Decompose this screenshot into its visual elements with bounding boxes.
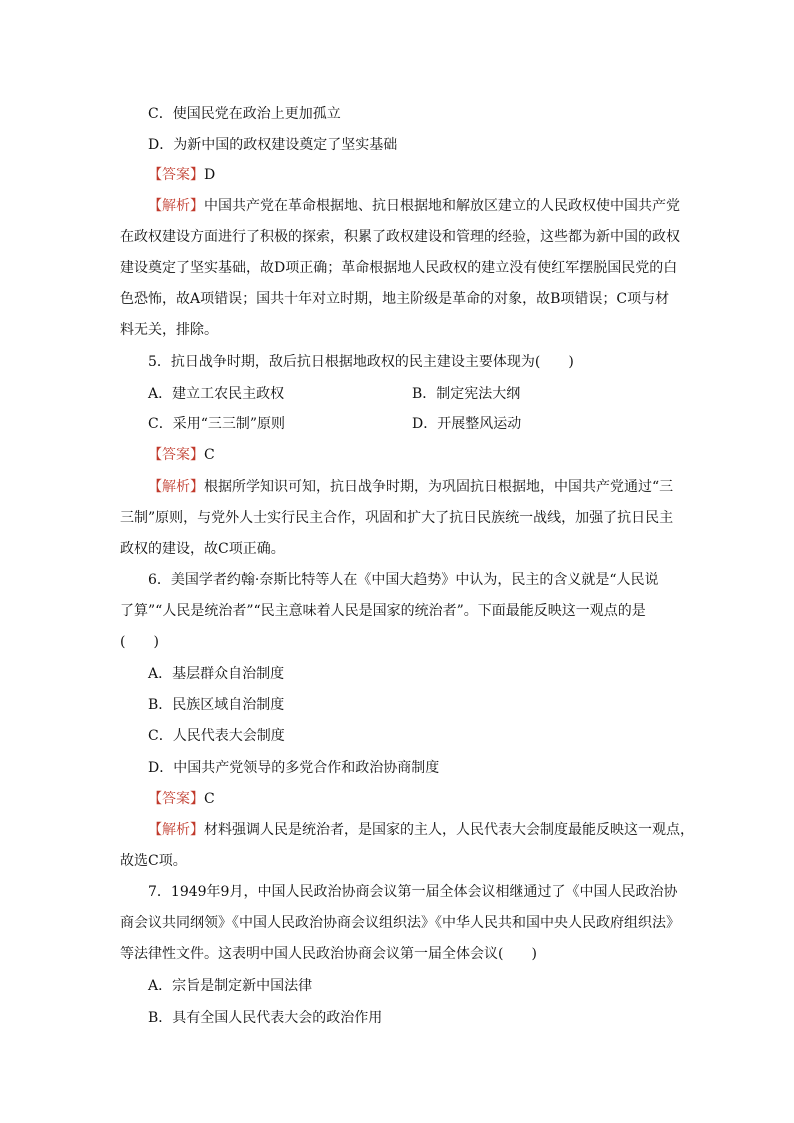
q6-option-c: C．人民代表大会制度 (148, 728, 285, 744)
q5-stem: 5．抗日战争时期，敌后抗日根据地政权的民主建设主要体现为( ) (148, 354, 574, 370)
q4-analysis-line5: 料无关，排除。 (120, 322, 218, 338)
answer-value: D (204, 167, 216, 183)
q5-analysis-line2: 三制”原则，与党外人士实行民主合作，巩固和扩大了抗日民族统一战线，加强了抗日民主 (120, 510, 674, 526)
q5-answer (148, 445, 215, 465)
q5-option-d: D．开展整风运动 (412, 416, 522, 432)
q5-option-c: C．采用“三三制”原则 (148, 416, 286, 432)
q6-option-a: A．基层群众自治制度 (148, 666, 285, 682)
q5-option-b: B．制定宪法大纲 (412, 386, 521, 402)
q6-stem-line2: 了算”“人民是统治者”“民主意味着人民是国家的统治者”。下面最能反映这一观点的是 (120, 603, 646, 619)
q5-analysis-line1: 【解析】根据所学知识可知，抗日战争时期，为巩固抗日根据地，中国共产党通过“三 (148, 479, 674, 495)
answer-tag: 【答案】 (148, 447, 204, 463)
q5-analysis-line3: 政权的建设，故C项正确。 (120, 541, 285, 557)
answer-value: C (204, 447, 215, 463)
q7-stem-line2: 商会议共同纲领》《中国人民政治协商会议组织法》《中华人民共和国中央人民政府组织法》 (120, 915, 680, 931)
q6-option-d: D．中国共产党领导的多党合作和政治协商制度 (148, 760, 440, 776)
q4-answer (148, 165, 215, 185)
answer-tag: 【答案】 (148, 167, 204, 183)
q6-stem-line1: 6．美国学者约翰·奈斯比特等人在《中国大趋势》中认为，民主的含义就是“人民说 (148, 572, 659, 588)
analysis-tag: 【解析】 (148, 479, 204, 495)
q7-stem-line3: 等法律性文件。这表明中国人民政治协商会议第一届全体会议( ) (120, 946, 537, 962)
q6-analysis-line1: 【解析】材料强调人民是统治者，是国家的主人，人民代表大会制度最能反映这一观点， (148, 822, 694, 838)
q7-stem-line1: 7．1949年9月，中国人民政治协商会议第一届全体会议相继通过了《中国人民政治协 (148, 884, 678, 900)
analysis-tag: 【解析】 (148, 198, 204, 214)
q4-analysis-line1: 【解析】中国共产党在革命根据地、抗日根据地和解放区建立的人民政权使中国共产党 (148, 198, 680, 214)
q7-option-b: B．具有全国人民代表大会的政治作用 (148, 1010, 383, 1026)
q6-option-b: B．民族区域自治制度 (148, 697, 285, 713)
q4-analysis-line3: 建设奠定了坚实基础，故D项正确；革命根据地人民政权的建立没有使红军摆脱国民党的白 (120, 260, 678, 276)
q4-option-d: D．为新中国的政权建设奠定了坚实基础 (148, 137, 398, 153)
q5-option-a: A．建立工农民主政权 (148, 386, 285, 402)
q6-analysis-line2: 故选C项。 (120, 853, 187, 869)
q6-stem-line3: ( ) (120, 634, 159, 650)
q4-analysis-line4: 色恐怖，故A项错误；国共十年对立时期，地主阶级是革命的对象，故B项错误；C项与材 (120, 291, 670, 307)
analysis-tag: 【解析】 (148, 822, 204, 838)
q6-answer (148, 789, 215, 809)
answer-value: C (204, 791, 215, 807)
q7-option-a: A．宗旨是制定新中国法律 (148, 978, 313, 994)
answer-tag: 【答案】 (148, 791, 204, 807)
q4-option-c: C．使国民党在政治上更加孤立 (148, 106, 341, 122)
q4-analysis-line2: 在政权建设方面进行了积极的探索，积累了政权建设和管理的经验，这些都为新中国的政权 (120, 229, 680, 245)
